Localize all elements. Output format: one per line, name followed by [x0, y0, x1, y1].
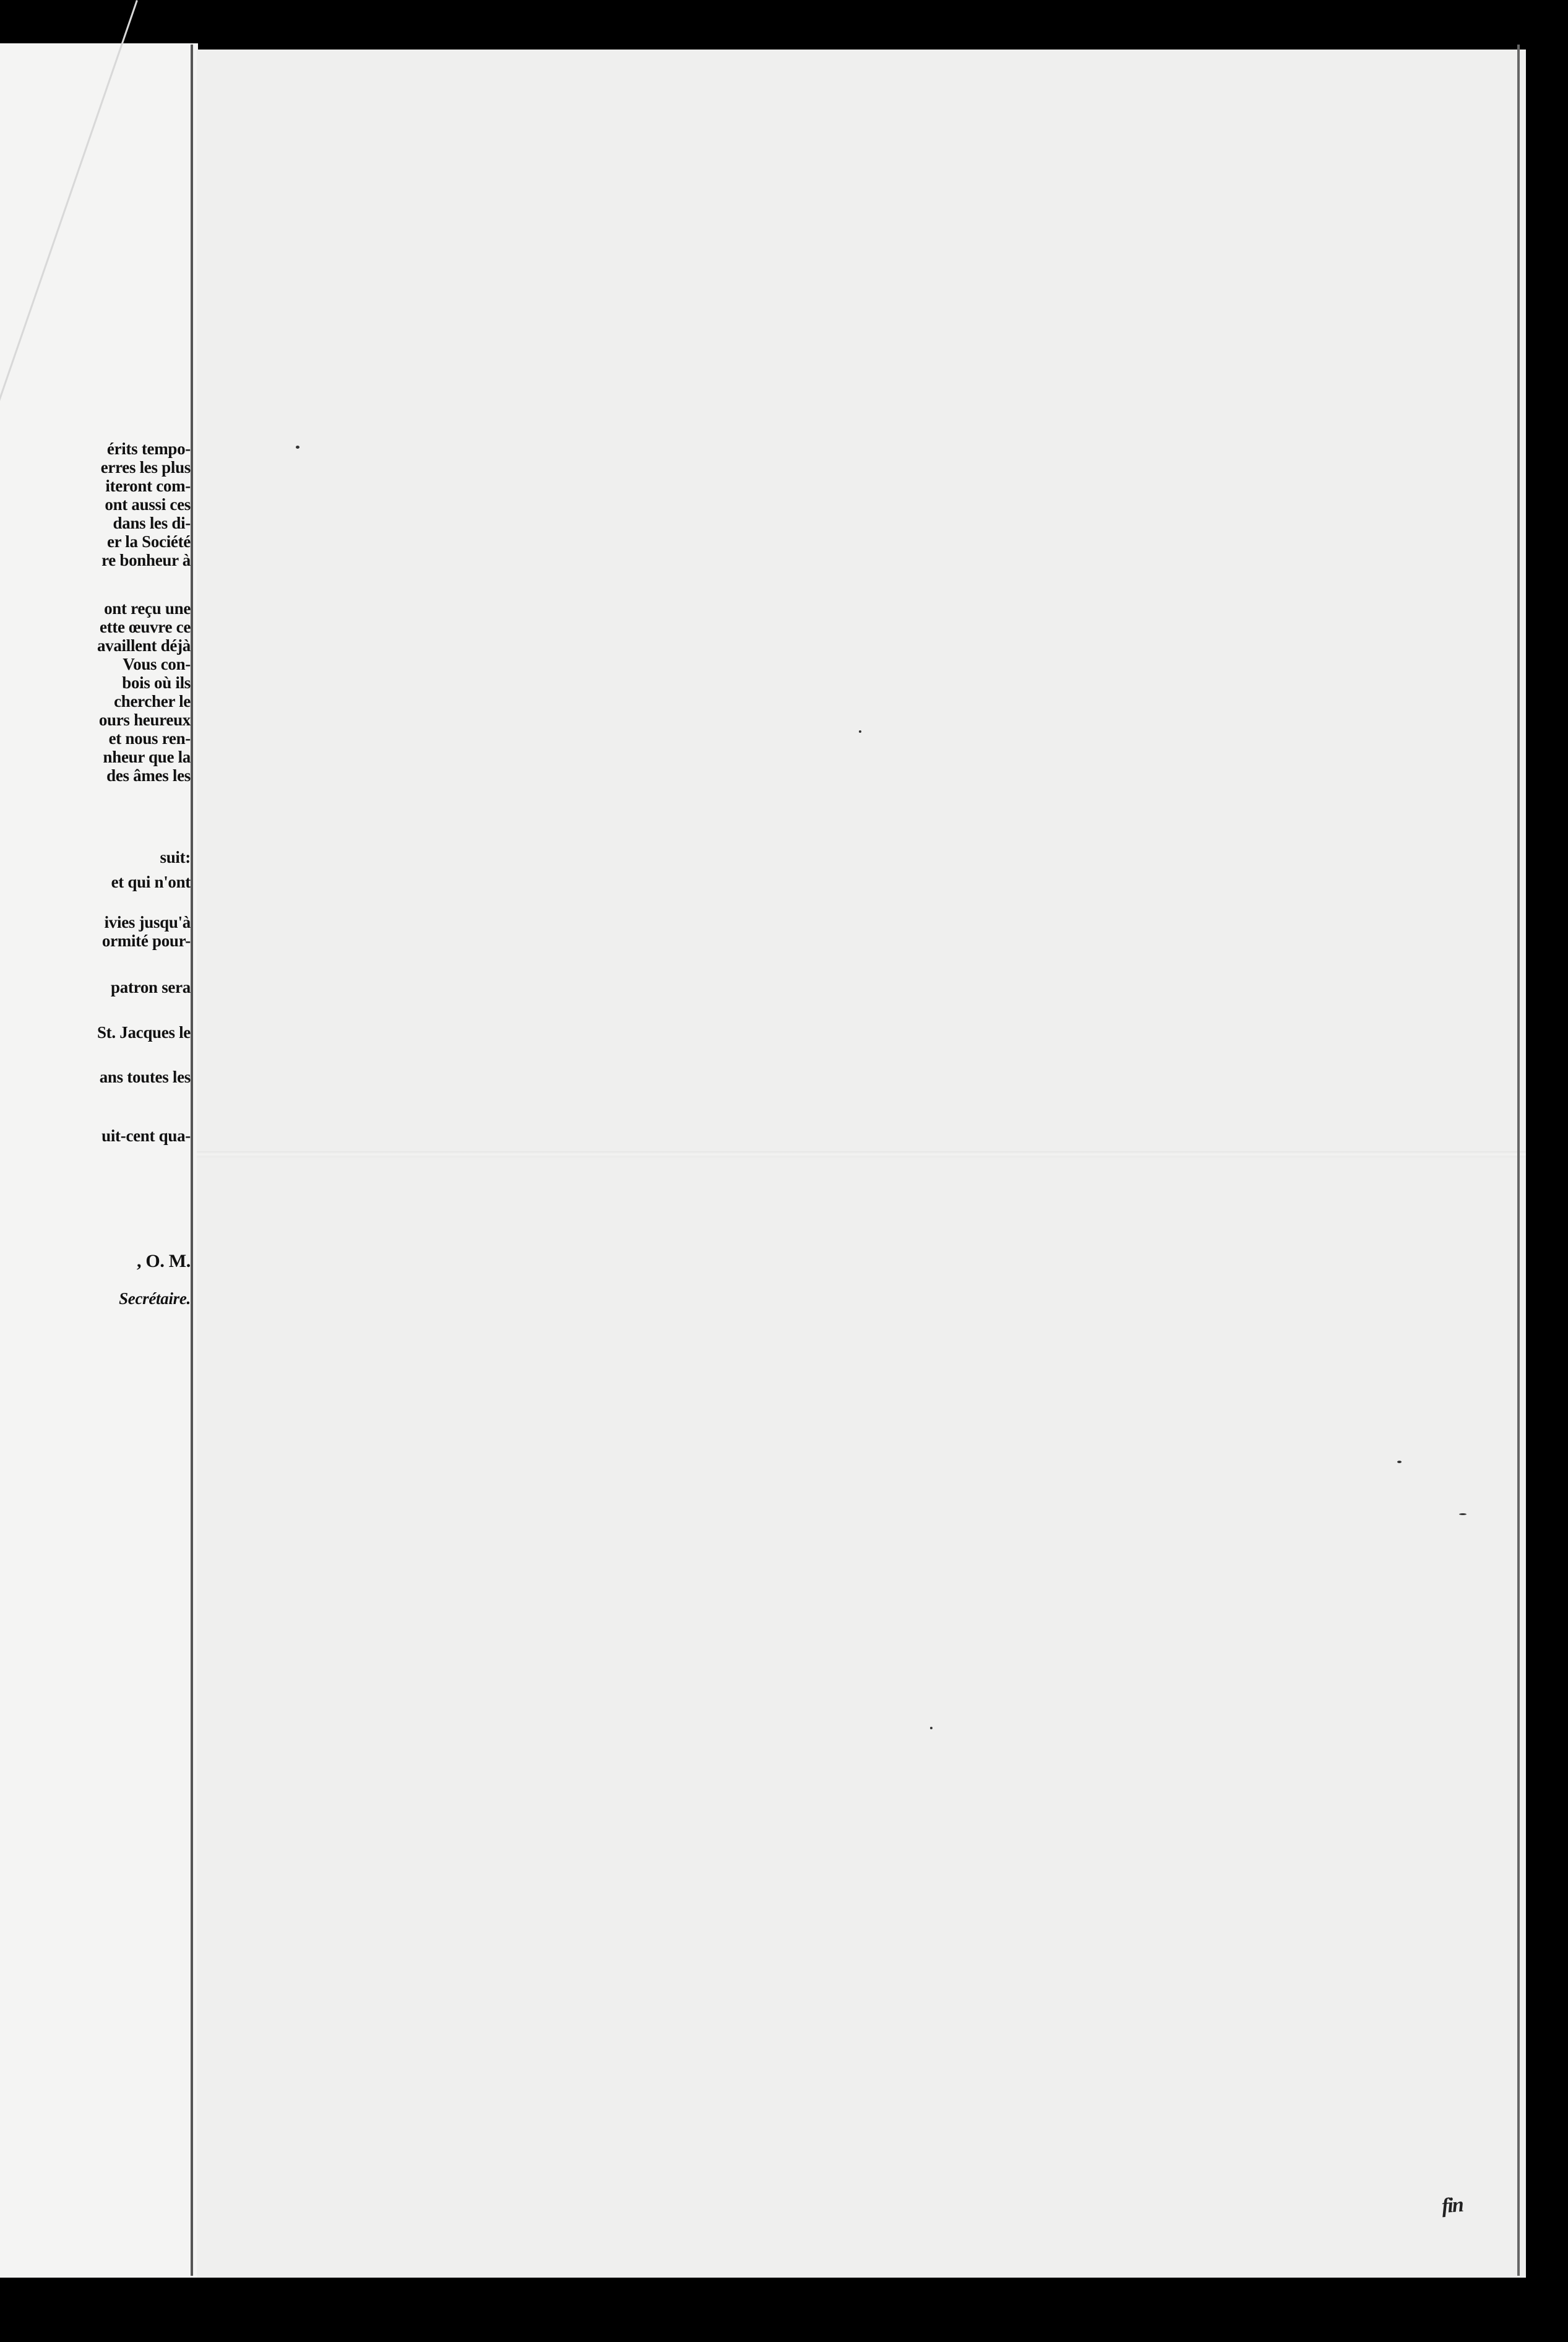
speck: [296, 446, 299, 449]
margin-note: fin: [1441, 2193, 1463, 2218]
text-line: ont reçu une: [104, 599, 191, 618]
text-line: uit-cent qua-: [101, 1126, 191, 1145]
text-line: St. Jacques le: [97, 1023, 191, 1042]
text-line: et qui n'ont: [111, 873, 191, 891]
signature-line: , O. M.: [136, 1251, 191, 1271]
text-line: ours heureux: [98, 711, 191, 729]
text-line: érits tempo-: [106, 439, 191, 458]
text-line: ans toutes les: [99, 1068, 191, 1086]
secretary-line: Secrétaire.: [119, 1289, 191, 1308]
text-line: re bonheur à: [101, 551, 191, 569]
text-line: bois où ils: [122, 673, 191, 692]
scan-border-bottom: [0, 2278, 1568, 2342]
text-line: availlent déjà: [97, 636, 191, 655]
scan-border-right: [1526, 43, 1542, 2278]
text-line: ont aussi ces: [105, 495, 191, 514]
text-line: dans les di-: [113, 514, 191, 532]
speck: [1397, 1461, 1402, 1463]
text-line: et nous ren-: [108, 729, 191, 748]
horizontal-crease: [197, 1151, 1528, 1157]
text-line: er la Société: [106, 532, 191, 551]
text-line: nheur que la: [103, 748, 191, 766]
text-line: ette œuvre ce: [99, 618, 191, 636]
text-line: ivies jusqu'à: [104, 913, 191, 931]
text-line: patron sera: [111, 978, 191, 996]
text-line: suit:: [160, 848, 191, 866]
text-line: iteront com-: [105, 477, 191, 495]
text-line: Vous con-: [123, 655, 191, 673]
text-line: des âmes les: [106, 766, 191, 785]
text-line: ormité pour-: [101, 931, 191, 950]
text-line: chercher le: [114, 692, 191, 711]
page-fold-line: [191, 45, 193, 2276]
blank-page: [197, 50, 1528, 2278]
speck: [1459, 1513, 1467, 1515]
speck: [859, 730, 861, 733]
previous-page-strip: [0, 43, 198, 2278]
speck: [930, 1727, 933, 1729]
scan-border-top: [0, 0, 1568, 45]
text-line: erres les plus: [100, 458, 191, 477]
page-edge-line: [1517, 45, 1520, 2276]
